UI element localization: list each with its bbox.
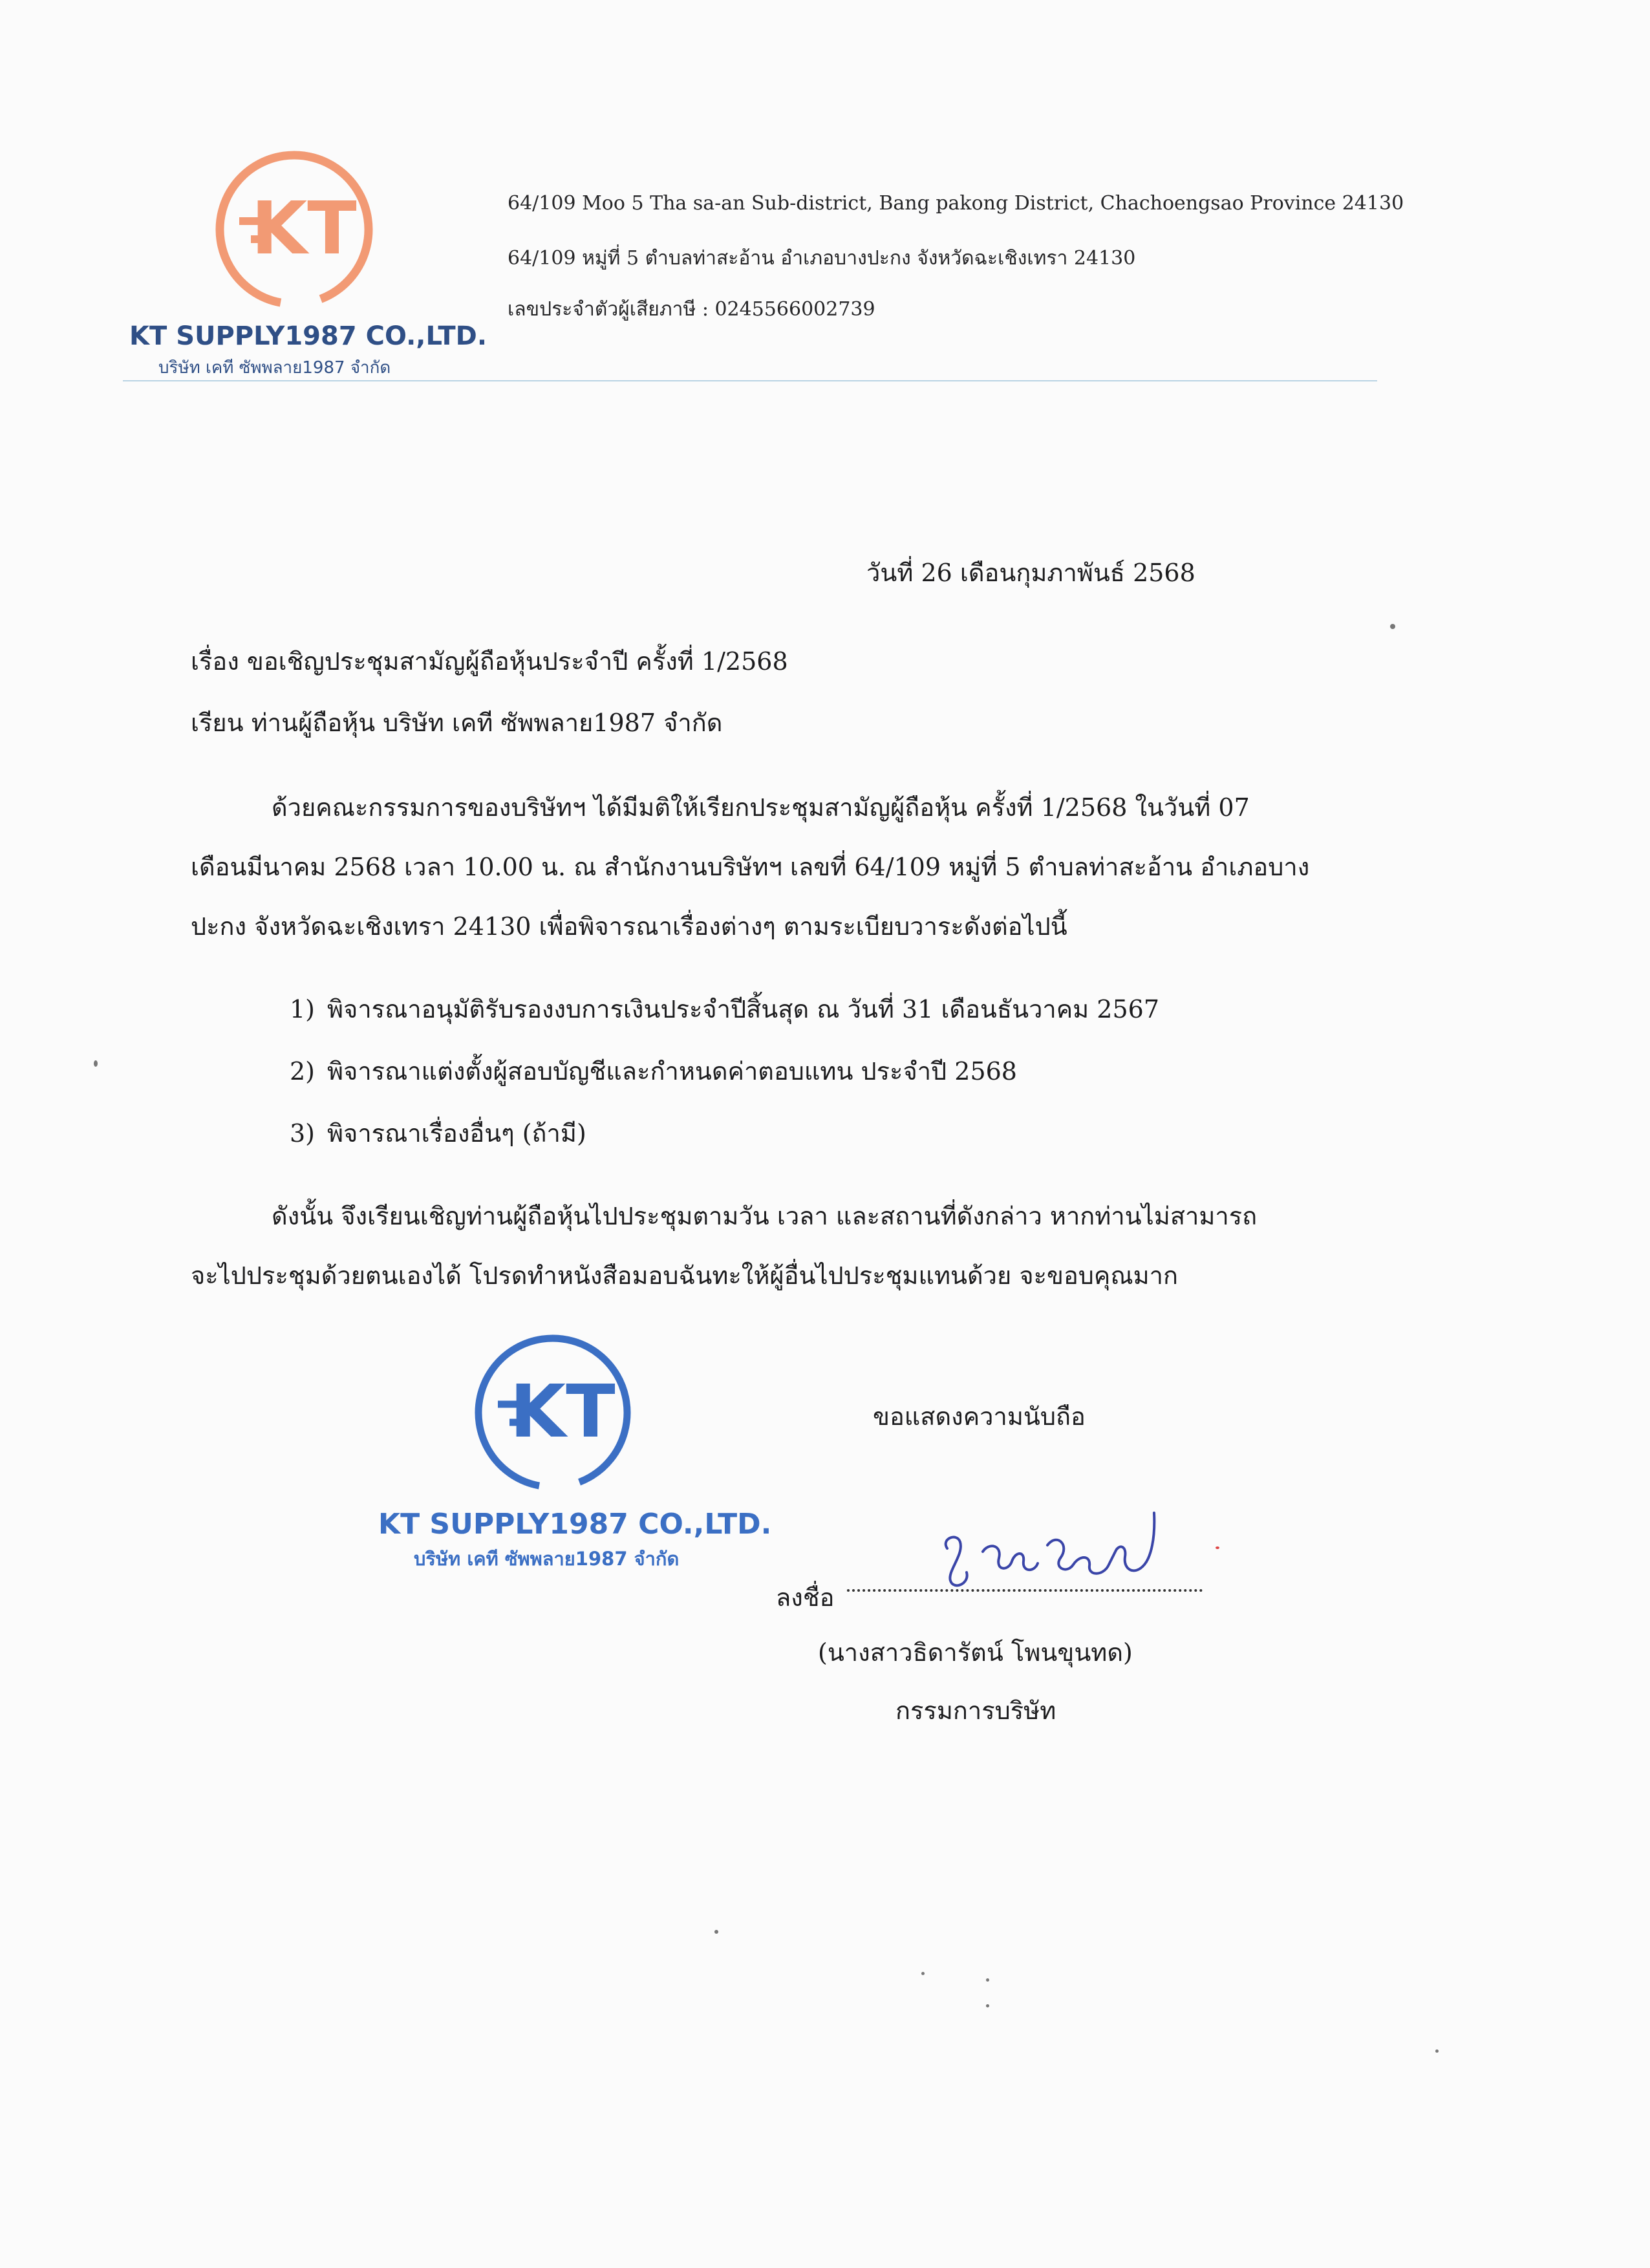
agenda-number: 2) xyxy=(290,1057,316,1086)
logo-company-name-th: บริษัท เคที ซัพพลาย1987 จำกัด xyxy=(158,358,391,378)
body-line: ปะกง จังหวัดฉะเชิงเทรา 24130 เพื่อพิจารณาเรื่องต่างๆ ตามระเบียบวาระดังต่อไปนี้ xyxy=(191,912,1067,941)
scan-speck xyxy=(1216,1546,1219,1549)
agenda-text: พิจารณาอนุมัติรับรองงบการเงินประจำปีสิ้นสุด ณ วันที่ 31 เดือนธันวาคม 2567 xyxy=(327,995,1160,1023)
company-stamp xyxy=(466,1325,640,1500)
agenda-item xyxy=(290,1051,1017,1091)
scan-speck xyxy=(94,1060,98,1067)
scan-speck xyxy=(921,1972,925,1975)
agenda-item xyxy=(290,1113,586,1153)
agenda-text: พิจารณาแต่งตั้งผู้สอบบัญชีและกำหนดค่าตอบแทน ประจำปี 2568 xyxy=(327,1057,1017,1086)
handwritten-signature xyxy=(921,1500,1180,1603)
agenda-item xyxy=(290,989,1159,1029)
scan-speck xyxy=(986,2004,989,2007)
logo-company-name-en: KT SUPPLY1987 CO.,LTD. xyxy=(129,321,488,351)
body-line: เดือนมีนาคม 2568 เวลา 10.00 น. ณ สำนักงานบริษัทฯ เลขที่ 64/109 หมู่ที่ 5 ตำบลท่าสะอ้าน อำเภอบาง xyxy=(191,853,1310,881)
regards-text: ขอแสดงความนับถือ xyxy=(873,1402,1086,1431)
agenda-text: พิจารณาเรื่องอื่นๆ (ถ้ามี) xyxy=(327,1119,586,1148)
letter-subject: เรื่อง ขอเชิญประชุมสามัญผู้ถือหุ้นประจำปี ครั้งที่ 1/2568 xyxy=(191,647,788,676)
address-thai: 64/109 หมู่ที่ 5 ตำบลท่าสะอ้าน อำเภอบางปะกง จังหวัดฉะเชิงเทรา 24130 xyxy=(508,247,1136,270)
letter-recipient: เรียน ท่านผู้ถือหุ้น บริษัท เคที ซัพพลาย1987 จำกัด xyxy=(191,709,723,737)
kt-logo-icon xyxy=(207,142,381,317)
closing-line: จะไปประชุมด้วยตนเองได้ โปรดทำหนังสือมอบฉันทะให้ผู้อื่นไปประชุมแทนด้วย จะขอบคุณมาก xyxy=(191,1261,1178,1290)
signatory-position: กรรมการบริษัท xyxy=(895,1696,1056,1725)
scan-speck xyxy=(1390,624,1395,629)
body-line: ด้วยคณะกรรมการของบริษัทฯ ได้มีมติให้เรียกประชุมสามัญผู้ถือหุ้น ครั้งที่ 1/2568 ในวันที่ 07 xyxy=(272,793,1250,822)
stamp-company-name-en: KT SUPPLY1987 CO.,LTD. xyxy=(378,1508,772,1541)
scan-speck xyxy=(986,1978,989,1982)
kt-stamp-icon xyxy=(466,1325,640,1500)
letter-date: วันที่ 26 เดือนกุมภาพันธ์ 2568 xyxy=(866,559,1195,587)
agenda-number: 3) xyxy=(290,1119,316,1148)
sign-label: ลงชื่อ xyxy=(776,1583,835,1612)
svg-text:KT: KT xyxy=(509,1370,616,1454)
scan-speck xyxy=(714,1930,718,1934)
agenda-number: 1) xyxy=(290,995,316,1023)
scan-speck xyxy=(1435,2049,1439,2053)
svg-text:KT: KT xyxy=(251,187,357,271)
company-logo xyxy=(207,142,381,317)
tax-id: เลขประจำตัวผู้เสียภาษี : 0245566002739 xyxy=(508,298,875,321)
closing-line: ดังนั้น จึงเรียนเชิญท่านผู้ถือหุ้นไปประชุมตามวัน เวลา และสถานที่ดังกล่าว หากท่านไม่สามารถ xyxy=(272,1202,1258,1230)
header-divider xyxy=(123,380,1377,381)
address-english: 64/109 Moo 5 Tha sa-an Sub-district, Bang pakong District, Chachoengsao Province 24130 xyxy=(508,192,1404,215)
signatory-name: (นางสาวธิดารัตน์ โพนขุนทด) xyxy=(818,1638,1133,1667)
stamp-company-name-th: บริษัท เคที ซัพพลาย1987 จำกัด xyxy=(414,1548,680,1570)
